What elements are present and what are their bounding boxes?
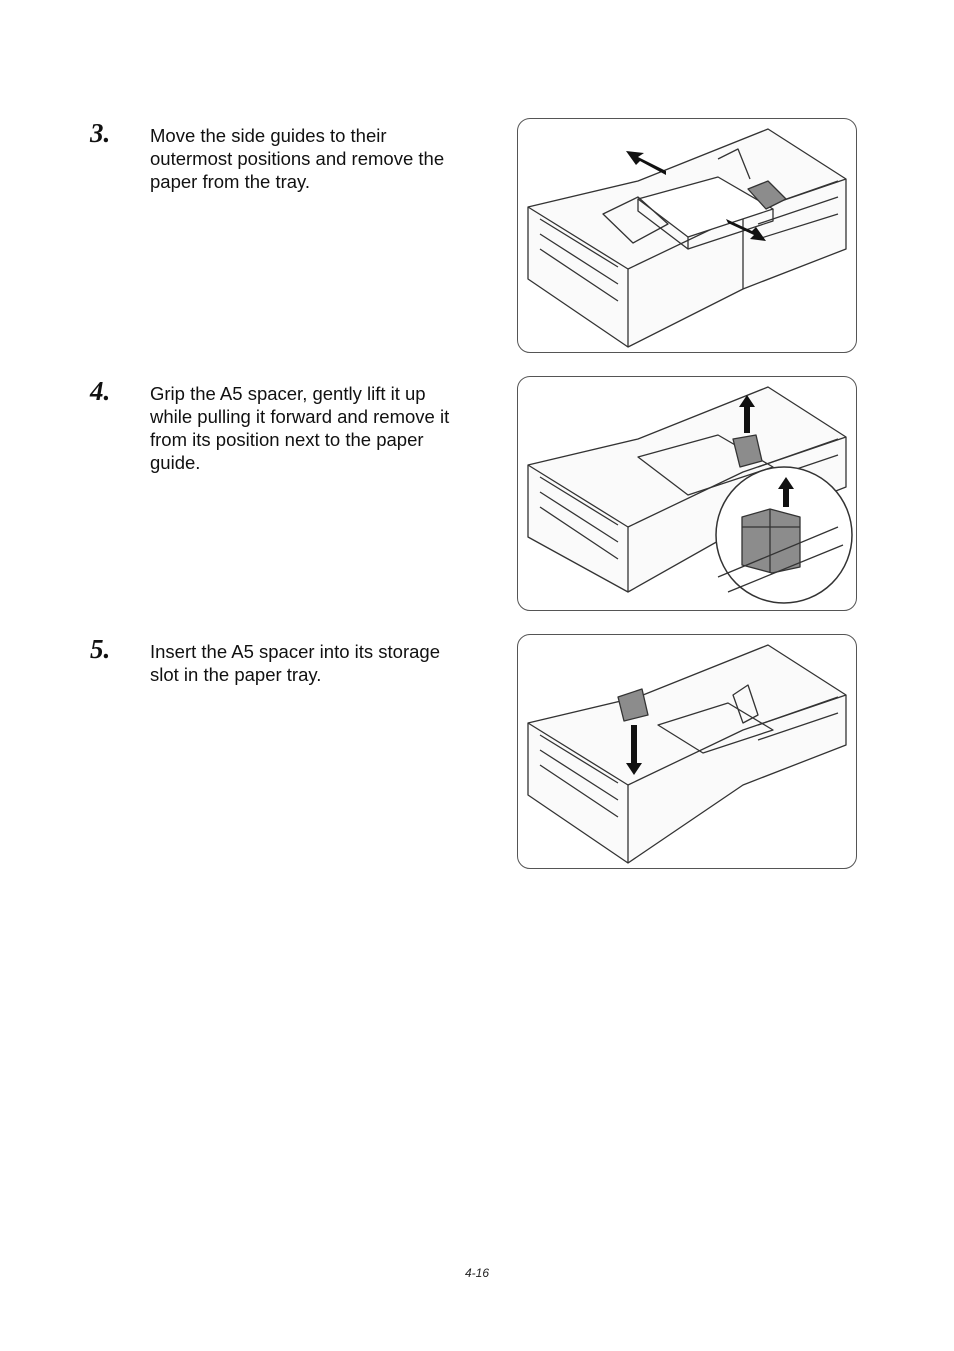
- step-instruction: Grip the A5 spacer, gently lift it up while pulling it forward and remove it from its position next to the paper guide.: [150, 383, 450, 473]
- tray-illustration-remove-paper: [517, 118, 857, 353]
- step-number: 3.: [90, 118, 111, 148]
- step-number: 4.: [90, 376, 111, 406]
- step-instruction: Move the side guides to their outermost positions and remove the paper from the tray.: [150, 125, 445, 192]
- tray-illustration-lift-spacer: [517, 376, 857, 611]
- step-number: 5.: [90, 634, 111, 664]
- step-instruction: Insert the A5 spacer into its storage slot in the paper tray.: [150, 641, 440, 685]
- page-number: 4-16: [464, 1266, 490, 1280]
- tray-illustration-store-spacer: [517, 634, 857, 869]
